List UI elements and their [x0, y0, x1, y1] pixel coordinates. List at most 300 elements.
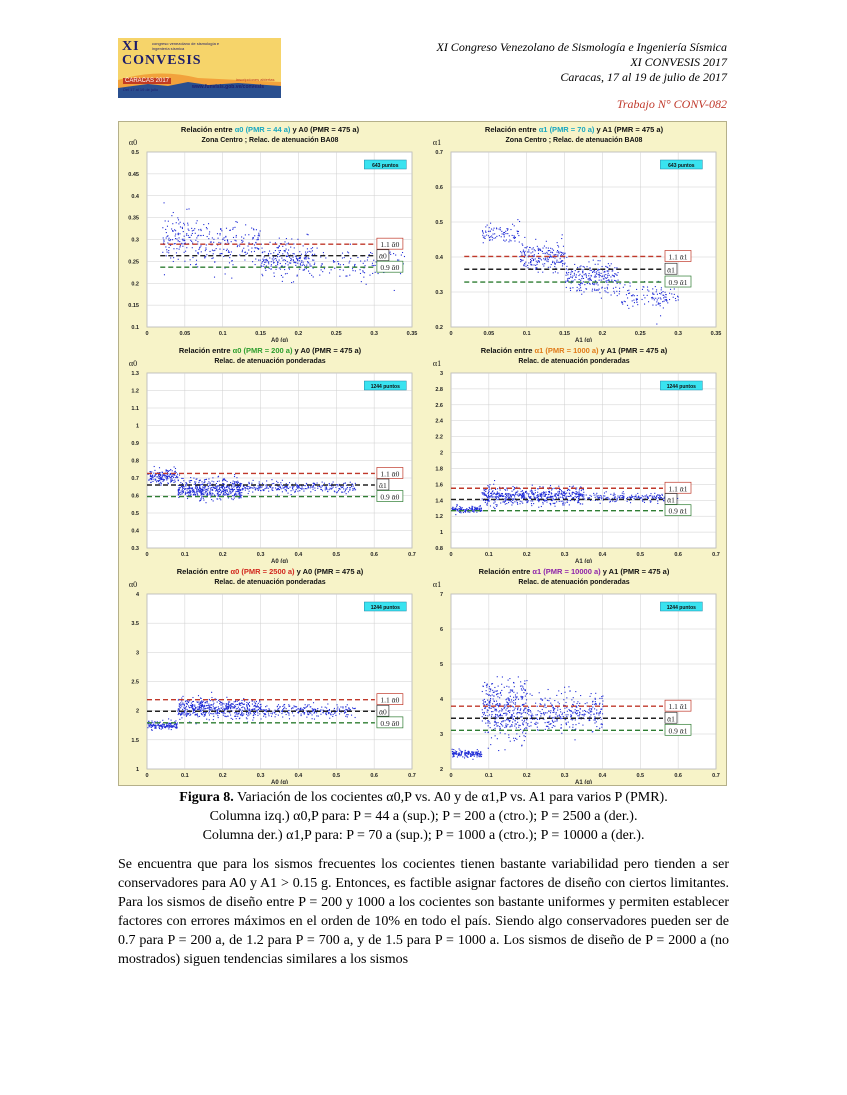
- data-point: [237, 491, 238, 492]
- data-point: [554, 503, 555, 504]
- data-point: [504, 489, 505, 490]
- data-point: [378, 273, 379, 274]
- data-point: [303, 491, 304, 492]
- data-point: [344, 713, 345, 714]
- data-point: [519, 736, 520, 737]
- data-point: [310, 491, 311, 492]
- data-point: [650, 495, 651, 496]
- data-point: [242, 715, 243, 716]
- data-point: [273, 252, 274, 253]
- data-point: [193, 491, 194, 492]
- data-point: [632, 496, 633, 497]
- data-point: [179, 241, 180, 242]
- data-point: [527, 693, 528, 694]
- data-point: [262, 251, 263, 252]
- data-point: [212, 481, 213, 482]
- data-point: [487, 502, 488, 503]
- data-point: [278, 488, 279, 489]
- data-point: [574, 279, 575, 280]
- data-point: [182, 239, 183, 240]
- data-point: [590, 270, 591, 271]
- data-point: [556, 252, 557, 253]
- data-point: [604, 495, 605, 496]
- data-point: [566, 493, 567, 494]
- data-point: [542, 272, 543, 273]
- data-point: [212, 250, 213, 251]
- data-point: [660, 305, 661, 306]
- title-pmr: (PMR = 44 a): [245, 125, 291, 134]
- title-suffix: y A1 (PMR = 475 a): [600, 567, 670, 576]
- data-point: [538, 258, 539, 259]
- data-point: [482, 235, 483, 236]
- data-point: [160, 485, 161, 486]
- x-tick-label: 0.3: [674, 331, 682, 337]
- data-point: [258, 487, 259, 488]
- data-point: [249, 487, 250, 488]
- data-point: [505, 713, 506, 714]
- data-point: [562, 495, 563, 496]
- x-axis-label: A1 (g): [575, 338, 592, 342]
- data-point: [459, 752, 460, 753]
- data-point: [240, 483, 241, 484]
- data-point: [226, 487, 227, 488]
- data-point: [196, 701, 197, 702]
- data-point: [198, 490, 199, 491]
- data-point: [678, 299, 679, 300]
- data-point: [482, 494, 483, 495]
- data-point: [663, 307, 664, 308]
- x-axis-label: A0 (g): [271, 338, 288, 342]
- y-tick-label: 2.8: [435, 386, 443, 393]
- data-point: [498, 711, 499, 712]
- data-point: [489, 484, 490, 485]
- data-point: [492, 690, 493, 691]
- x-axis-label: A0 (g): [271, 780, 288, 784]
- data-point: [575, 270, 576, 271]
- data-point: [602, 276, 603, 277]
- data-point: [506, 698, 507, 699]
- title-variable: α0: [232, 346, 244, 355]
- data-point: [227, 241, 228, 242]
- data-point: [487, 225, 488, 226]
- data-point: [342, 253, 343, 254]
- data-point: [286, 249, 287, 250]
- data-point: [647, 289, 648, 290]
- data-point: [493, 507, 494, 508]
- data-point: [202, 494, 203, 495]
- data-point: [217, 710, 218, 711]
- title-suffix: y A0 (PMR = 475 a): [294, 567, 364, 576]
- data-point: [284, 707, 285, 708]
- data-point: [660, 297, 661, 298]
- data-point: [520, 725, 521, 726]
- data-point: [247, 486, 248, 487]
- data-point: [205, 502, 206, 503]
- data-point: [147, 727, 148, 728]
- data-point: [563, 246, 564, 247]
- chart-subtitle: Relac. de atenuación ponderadas: [518, 358, 630, 365]
- data-point: [581, 278, 582, 279]
- y-tick-label: 0.25: [128, 259, 139, 266]
- data-point: [515, 696, 516, 697]
- data-point: [625, 301, 626, 302]
- data-point: [324, 483, 325, 484]
- data-point: [490, 689, 491, 690]
- data-point: [492, 491, 493, 492]
- data-point: [524, 708, 525, 709]
- data-point: [197, 493, 198, 494]
- data-point: [314, 264, 315, 265]
- point-count-label: 1244 puntos: [370, 605, 400, 611]
- data-point: [264, 251, 265, 252]
- data-point: [657, 500, 658, 501]
- data-point: [580, 265, 581, 266]
- data-point: [197, 243, 198, 244]
- data-point: [574, 264, 575, 265]
- data-point: [375, 265, 376, 266]
- data-point: [265, 268, 266, 269]
- data-point: [165, 220, 166, 221]
- data-point: [214, 707, 215, 708]
- data-point: [186, 713, 187, 714]
- data-point: [192, 706, 193, 707]
- data-point: [599, 280, 600, 281]
- data-point: [526, 501, 527, 502]
- data-point: [606, 491, 607, 492]
- data-point: [573, 492, 574, 493]
- data-point: [192, 713, 193, 714]
- data-point: [376, 261, 377, 262]
- data-point: [468, 752, 469, 753]
- data-point: [233, 489, 234, 490]
- data-point: [312, 708, 313, 709]
- data-point: [619, 288, 620, 289]
- data-point: [517, 233, 518, 234]
- data-point: [159, 476, 160, 477]
- data-point: [175, 235, 176, 236]
- data-point: [611, 280, 612, 281]
- data-point: [151, 478, 152, 479]
- data-point: [287, 488, 288, 489]
- data-point: [630, 502, 631, 503]
- data-point: [522, 494, 523, 495]
- data-point: [569, 490, 570, 491]
- data-point: [193, 710, 194, 711]
- data-point: [192, 247, 193, 248]
- data-point: [222, 487, 223, 488]
- data-point: [166, 471, 167, 472]
- data-point: [241, 240, 242, 241]
- data-point: [554, 499, 555, 500]
- data-point: [221, 702, 222, 703]
- data-point: [299, 251, 300, 252]
- data-point: [621, 495, 622, 496]
- data-point: [596, 283, 597, 284]
- data-point: [207, 483, 208, 484]
- data-point: [255, 247, 256, 248]
- data-point: [538, 710, 539, 711]
- data-point: [483, 703, 484, 704]
- data-point: [217, 702, 218, 703]
- data-point: [566, 266, 567, 267]
- data-point: [241, 707, 242, 708]
- data-point: [207, 236, 208, 237]
- data-point: [308, 486, 309, 487]
- data-point: [194, 712, 195, 713]
- data-point: [577, 496, 578, 497]
- data-point: [549, 250, 550, 251]
- data-point: [329, 272, 330, 273]
- data-point: [635, 495, 636, 496]
- y-tick-label: 1.2: [131, 388, 139, 395]
- data-point: [561, 693, 562, 694]
- data-point: [643, 287, 644, 288]
- data-point: [504, 236, 505, 237]
- data-point: [583, 281, 584, 282]
- data-point: [531, 252, 532, 253]
- data-point: [223, 703, 224, 704]
- data-point: [578, 710, 579, 711]
- data-point: [522, 243, 523, 244]
- data-point: [245, 490, 246, 491]
- data-point: [251, 251, 252, 252]
- data-point: [511, 699, 512, 700]
- data-point: [589, 709, 590, 710]
- data-point: [197, 495, 198, 496]
- data-point: [509, 721, 510, 722]
- data-point: [160, 474, 161, 475]
- data-point: [294, 262, 295, 263]
- data-point: [310, 487, 311, 488]
- data-point: [506, 499, 507, 500]
- data-point: [503, 234, 504, 235]
- data-point: [222, 712, 223, 713]
- data-point: [170, 726, 171, 727]
- data-point: [293, 257, 294, 258]
- data-point: [166, 249, 167, 250]
- data-point: [163, 239, 164, 240]
- data-point: [601, 273, 602, 274]
- data-point: [523, 735, 524, 736]
- data-point: [152, 481, 153, 482]
- data-point: [583, 715, 584, 716]
- title-prefix: Relación entre: [480, 346, 535, 355]
- data-point: [156, 725, 157, 726]
- data-point: [210, 488, 211, 489]
- data-point: [552, 252, 553, 253]
- data-point: [227, 489, 228, 490]
- data-point: [249, 705, 250, 706]
- data-point: [302, 265, 303, 266]
- data-point: [496, 709, 497, 710]
- data-point: [404, 256, 405, 257]
- data-point: [498, 722, 499, 723]
- data-point: [516, 713, 517, 714]
- y-tick-label: 0.7: [131, 476, 139, 482]
- data-point: [619, 291, 620, 292]
- point-count-label: 1244 puntos: [370, 384, 400, 390]
- data-point: [188, 224, 189, 225]
- data-point: [289, 262, 290, 263]
- data-point: [516, 500, 517, 501]
- data-point: [657, 294, 658, 295]
- data-point: [594, 716, 595, 717]
- data-point: [508, 500, 509, 501]
- y-tick-label: 4: [439, 697, 443, 703]
- data-point: [489, 705, 490, 706]
- data-point: [238, 493, 239, 494]
- data-point: [248, 493, 249, 494]
- data-point: [252, 492, 253, 493]
- data-point: [181, 490, 182, 491]
- data-point: [538, 498, 539, 499]
- data-point: [179, 706, 180, 707]
- data-point: [650, 501, 651, 502]
- data-point: [307, 712, 308, 713]
- data-point: [575, 493, 576, 494]
- data-point: [550, 504, 551, 505]
- data-point: [328, 713, 329, 714]
- data-point: [573, 497, 574, 498]
- data-point: [226, 705, 227, 706]
- data-point: [242, 712, 243, 713]
- data-point: [493, 493, 494, 494]
- data-point: [187, 704, 188, 705]
- lower-0.9-label: 0.9 ᾱ1: [668, 278, 688, 288]
- data-point: [340, 486, 341, 487]
- data-point: [182, 709, 183, 710]
- data-point: [240, 709, 241, 710]
- data-point: [279, 246, 280, 247]
- data-point: [536, 497, 537, 498]
- data-point: [258, 260, 259, 261]
- data-point: [513, 713, 514, 714]
- data-point: [173, 477, 174, 478]
- data-point: [656, 305, 657, 306]
- data-point: [193, 478, 194, 479]
- data-point: [163, 480, 164, 481]
- data-point: [203, 487, 204, 488]
- data-point: [199, 487, 200, 488]
- data-point: [508, 686, 509, 687]
- data-point: [294, 253, 295, 254]
- data-point: [452, 507, 453, 508]
- data-point: [532, 492, 533, 493]
- data-point: [515, 723, 516, 724]
- data-point: [541, 496, 542, 497]
- data-point: [591, 275, 592, 276]
- data-point: [524, 263, 525, 264]
- data-point: [493, 496, 494, 497]
- data-point: [596, 493, 597, 494]
- data-point: [549, 492, 550, 493]
- data-point: [537, 246, 538, 247]
- data-point: [288, 264, 289, 265]
- data-point: [548, 494, 549, 495]
- data-point: [520, 501, 521, 502]
- data-point: [658, 302, 659, 303]
- data-point: [306, 488, 307, 489]
- y-axis-label: α0: [128, 138, 138, 147]
- data-point: [182, 246, 183, 247]
- data-point: [209, 719, 210, 720]
- data-point: [486, 495, 487, 496]
- data-point: [178, 708, 179, 709]
- data-point: [464, 754, 465, 755]
- data-point: [207, 495, 208, 496]
- data-point: [623, 491, 624, 492]
- data-point: [286, 238, 287, 239]
- data-point: [291, 282, 292, 283]
- data-point: [611, 263, 612, 264]
- data-point: [194, 706, 195, 707]
- y-tick-label: 0.9: [131, 441, 139, 447]
- chart-subtitle: Relac. de atenuación ponderadas: [518, 579, 630, 586]
- data-point: [513, 700, 514, 701]
- x-tick-label: 0.2: [522, 552, 531, 558]
- data-point: [242, 703, 243, 704]
- data-point: [313, 487, 314, 488]
- data-point: [465, 755, 466, 756]
- data-point: [325, 707, 326, 708]
- data-point: [296, 706, 297, 707]
- data-point: [543, 493, 544, 494]
- data-point: [280, 482, 281, 483]
- data-point: [557, 254, 558, 255]
- data-point: [582, 495, 583, 496]
- data-point: [628, 290, 629, 291]
- data-point: [514, 488, 515, 489]
- title-pmr: (PMR = 10000 a): [543, 567, 601, 576]
- data-point: [178, 240, 179, 241]
- data-point: [526, 491, 527, 492]
- data-point: [190, 494, 191, 495]
- data-point: [543, 258, 544, 259]
- data-point: [604, 275, 605, 276]
- data-point: [572, 271, 573, 272]
- data-point: [487, 704, 488, 705]
- data-point: [257, 715, 258, 716]
- data-point: [657, 494, 658, 495]
- data-point: [497, 725, 498, 726]
- data-point: [277, 706, 278, 707]
- data-point: [465, 511, 466, 512]
- data-point: [504, 687, 505, 688]
- data-point: [608, 263, 609, 264]
- data-point: [237, 481, 238, 482]
- data-point: [577, 267, 578, 268]
- data-point: [514, 501, 515, 502]
- data-point: [309, 251, 310, 252]
- data-point: [589, 278, 590, 279]
- data-point: [350, 482, 351, 483]
- data-point: [213, 713, 214, 714]
- data-point: [592, 272, 593, 273]
- data-point: [277, 264, 278, 265]
- data-point: [497, 676, 498, 677]
- data-point: [201, 489, 202, 490]
- data-point: [237, 716, 238, 717]
- data-point: [516, 727, 517, 728]
- data-point: [607, 287, 608, 288]
- data-point: [457, 509, 458, 510]
- data-point: [509, 497, 510, 498]
- data-point: [309, 704, 310, 705]
- data-point: [484, 493, 485, 494]
- data-point: [280, 263, 281, 264]
- data-point: [191, 241, 192, 242]
- data-point: [179, 487, 180, 488]
